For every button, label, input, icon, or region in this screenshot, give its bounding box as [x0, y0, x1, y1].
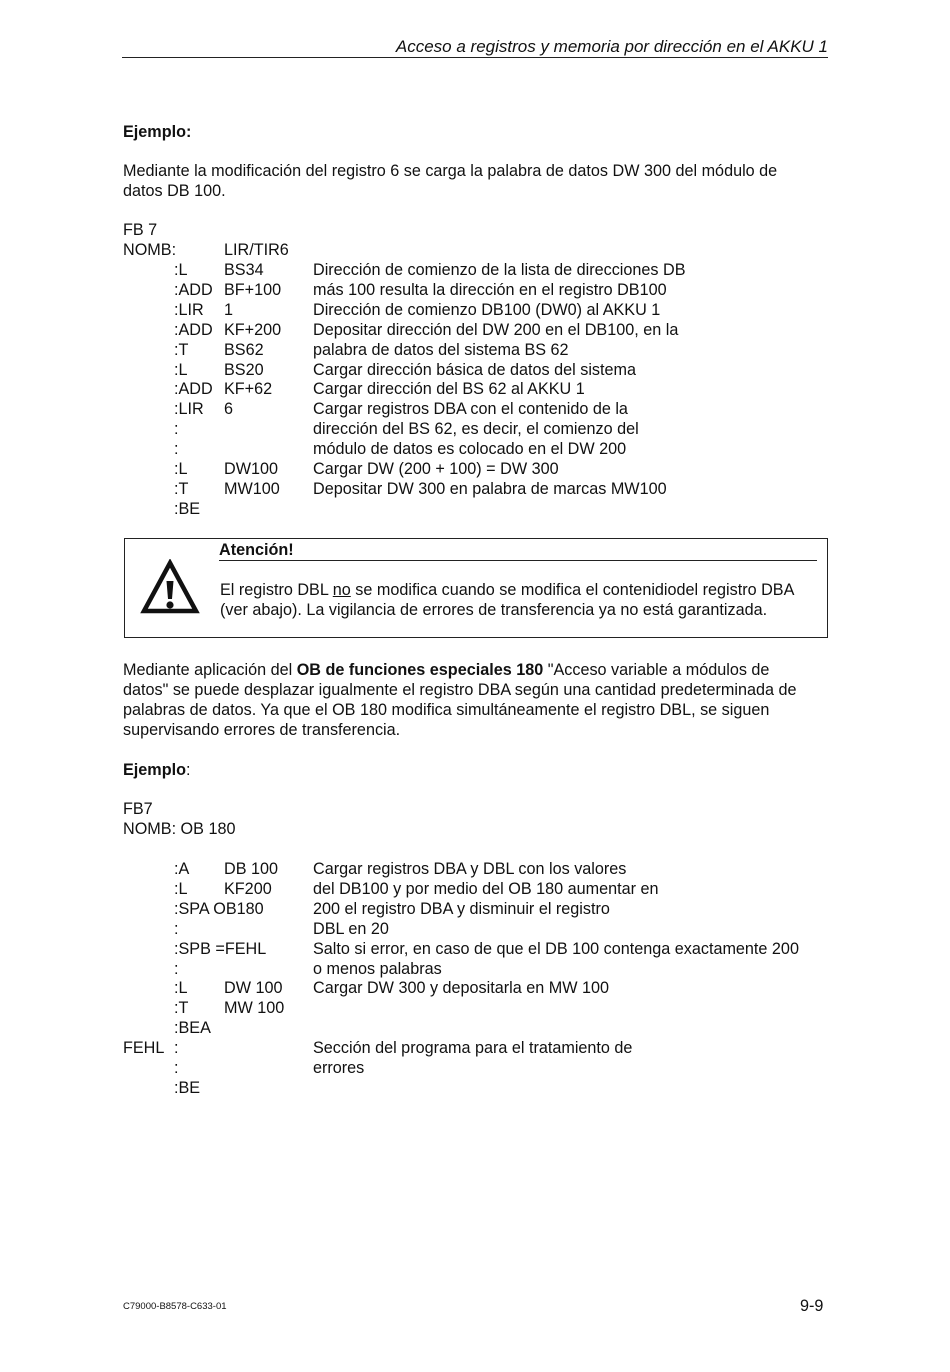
example-1-intro-line-2: datos DB 100. — [123, 182, 226, 200]
code-operation: :ADD — [174, 380, 213, 399]
code-operand: DW 100 — [224, 979, 283, 998]
code-line — [0, 859, 950, 879]
code-operation: :BE — [174, 499, 201, 518]
code-operation: : — [174, 420, 179, 439]
example-1-heading: Ejemplo: — [123, 123, 192, 141]
code-line — [0, 939, 950, 959]
code-operation: :L — [174, 879, 188, 898]
code-line — [0, 899, 950, 919]
code-operation: :L — [174, 979, 188, 998]
code-operation: :L — [174, 460, 188, 478]
code-operation: : — [174, 919, 179, 938]
code-comment: Cargar dirección básica de datos del sistema — [313, 360, 637, 379]
code-line — [0, 1018, 950, 1038]
para-bold-ob180: OB de funciones especiales 180 — [296, 661, 544, 679]
document-code: C79000-B8578-C633-01 — [123, 1301, 227, 1312]
code-line — [0, 419, 950, 439]
code-operation: : — [174, 1039, 179, 1058]
code-comment: Sección del programa para el tratamiento de — [313, 1039, 633, 1058]
code-line — [0, 379, 950, 399]
ob180-paragraph-line-3: palabras de datos. Ya que el OB 180 modifica simultáneamente el registro DBL, se siguen — [123, 701, 770, 719]
code-comment: Depositar dirección del DW 200 en el DB100, en la — [313, 320, 679, 339]
code-operation: :A — [174, 860, 190, 878]
attention-text — [220, 580, 794, 620]
header-rule — [122, 57, 828, 58]
code-line — [0, 340, 950, 360]
example-1-fb: FB 7 — [123, 221, 158, 239]
code-operation: :ADD — [174, 320, 213, 339]
code-operand: KF+62 — [224, 380, 273, 399]
code-line — [0, 459, 950, 479]
code-line — [0, 1078, 950, 1098]
code-comment: Cargar DW 300 y depositarla en MW 100 — [313, 979, 609, 998]
code-comment: Cargar registros DBA con el contenido de la — [313, 400, 628, 419]
code-operation: :LIR — [174, 300, 204, 319]
running-header: Acceso a registros y memoria por dirección en el AKKU 1 — [395, 37, 828, 56]
page-number: 9-9 — [800, 1297, 824, 1315]
code-operation: :L — [174, 360, 188, 379]
code-operand: DW100 — [224, 460, 278, 478]
code-comment: palabra de datos del sistema BS 62 — [313, 340, 569, 359]
code-comment: 200 el registro DBA y disminuir el registro — [313, 899, 610, 918]
code-line — [0, 439, 950, 459]
attention-box — [124, 538, 828, 638]
code-operation: : — [174, 959, 179, 978]
ob180-paragraph-line-1 — [123, 660, 769, 680]
code-operation: :SPA OB180 — [174, 899, 264, 918]
code-operation: :T — [174, 340, 189, 359]
code-line — [0, 959, 950, 979]
code-line — [0, 998, 950, 1018]
code-operand: MW 100 — [224, 999, 285, 1018]
code-label: FEHL — [123, 1039, 165, 1058]
code-operation: :T — [174, 999, 189, 1018]
example-2-fb: FB7 — [123, 800, 153, 818]
code-comment: Dirección de comienzo DB100 (DW0) al AKKU 1 — [313, 300, 661, 319]
nomb-value: LIR/TIR6 — [224, 241, 289, 259]
code-line — [0, 879, 950, 899]
code-operand: KF200 — [224, 879, 272, 898]
code-line — [0, 499, 950, 519]
code-operation: : — [174, 440, 179, 459]
code-line — [0, 360, 950, 380]
para-part-1: Mediante aplicación del — [123, 661, 297, 679]
nomb-label: NOMB: — [123, 241, 177, 259]
ob180-paragraph-line-2: datos" se puede desplazar igualmente el registro DBA según una cantidad predeterminada de — [123, 681, 797, 699]
code-comment: o menos palabras — [313, 959, 442, 978]
code-comment: Salto si error, en caso de que el DB 100 contenga exactamente 200 — [313, 939, 799, 958]
code-comment: Depositar DW 300 en palabra de marcas MW100 — [313, 479, 667, 498]
code-operation: :BE — [174, 1078, 201, 1097]
code-line — [0, 280, 950, 300]
code-line — [0, 320, 950, 340]
code-comment: más 100 resulta la dirección en el registro DB100 — [313, 280, 667, 299]
ob180-paragraph-line-4: supervisando errores de transferencia. — [123, 721, 401, 739]
code-comment: módulo de datos es colocado en el DW 200 — [313, 440, 627, 459]
warning-triangle-icon — [140, 559, 200, 615]
code-operand: 6 — [224, 400, 234, 419]
code-comment: Cargar dirección del BS 62 al AKKU 1 — [313, 380, 585, 399]
code-comment: del DB100 y por medio del OB 180 aumentar en — [313, 879, 659, 898]
example-1-intro-line-1: Mediante la modificación del registro 6 se carga la palabra de datos DW 300 del módulo de — [123, 162, 778, 180]
attention-title: Atención! — [219, 540, 817, 561]
code-operation: :SPB =FEHL — [174, 939, 267, 958]
example-2-heading-colon: : — [185, 761, 191, 779]
code-comment: dirección del BS 62, es decir, el comienzo del — [313, 420, 639, 439]
code-operand: BS20 — [224, 360, 264, 379]
code-line — [0, 479, 950, 499]
code-comment: DBL en 20 — [313, 919, 389, 938]
attention-text-part-2: se modifica cuando se modifica el contenidiodel registro DBA — [350, 581, 795, 599]
code-operand: 1 — [224, 300, 234, 319]
attention-text-part-1: El registro DBL — [220, 581, 333, 599]
code-operand: KF+200 — [224, 320, 282, 339]
code-operand: DB 100 — [224, 860, 278, 878]
code-comment: Cargar DW (200 + 100) = DW 300 — [313, 460, 559, 478]
code-operand: BF+100 — [224, 280, 282, 299]
code-line — [0, 399, 950, 419]
code-line — [0, 1058, 950, 1078]
code-operation: : — [174, 1059, 179, 1077]
code-operand: MW100 — [224, 479, 280, 498]
code-operand: BS62 — [224, 340, 264, 359]
code-operation: :T — [174, 479, 189, 498]
example-2-nomb: NOMB: OB 180 — [123, 820, 236, 838]
code-operand: BS34 — [224, 261, 264, 279]
example-2-heading-text: Ejemplo — [123, 761, 186, 779]
code-operation: :ADD — [174, 280, 213, 299]
code-operation: :BEA — [174, 1019, 211, 1038]
attention-text-line-2: (ver abajo). La vigilancia de errores de transferencia ya no está garantizada. — [220, 601, 768, 619]
code-comment: errores — [313, 1059, 365, 1077]
para-part-2: "Acceso variable a módulos de — [543, 661, 770, 679]
code-line — [0, 919, 950, 939]
code-line — [0, 1038, 950, 1058]
example-1-nomb-row — [0, 240, 950, 260]
code-comment: Dirección de comienzo de la lista de direcciones DB — [313, 261, 686, 279]
example-2-heading — [123, 760, 190, 780]
code-line — [0, 300, 950, 320]
code-comment: Cargar registros DBA y DBL con los valores — [313, 860, 627, 878]
code-operation: :L — [174, 261, 188, 279]
code-operation: :LIR — [174, 400, 204, 419]
attention-text-no: no — [332, 581, 351, 599]
code-line — [0, 978, 950, 998]
code-line — [0, 260, 950, 280]
